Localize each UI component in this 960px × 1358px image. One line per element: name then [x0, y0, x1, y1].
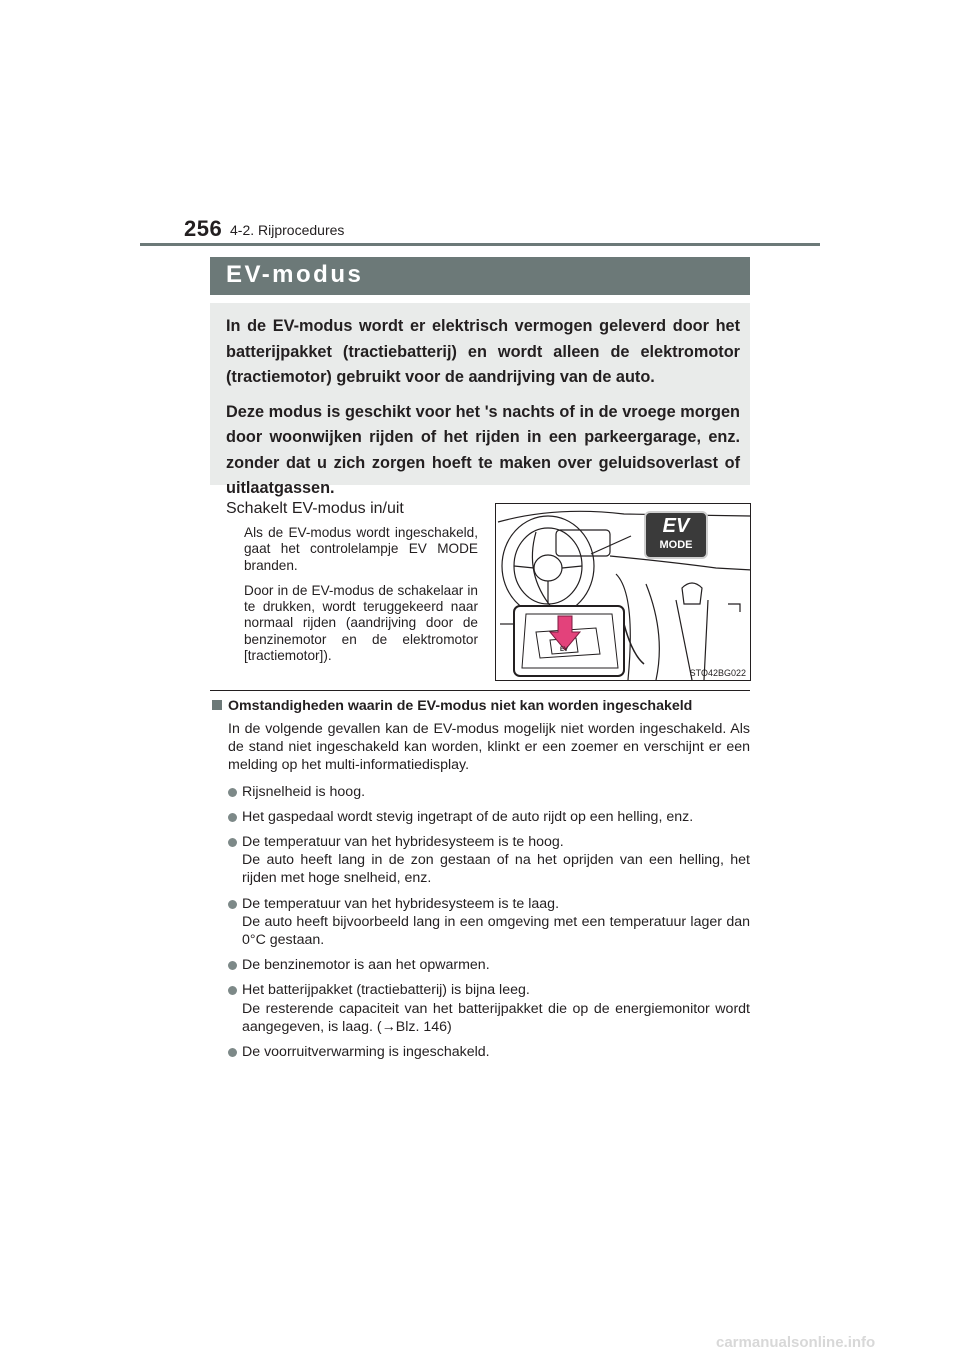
section-title: EV-modus — [226, 261, 364, 288]
illustration-code: STO42BG022 — [689, 668, 746, 678]
ev-badge-label: EV — [662, 515, 690, 537]
intro-paragraph-1: In de EV-modus wordt er elektrisch vermogen geleverd door het batterijpakket (tractiebatterij) en wordt alleen de elektromotor (tractiemotor) gebruikt voor de aandrijving van de auto. — [226, 317, 740, 386]
switch-paragraph-2: Door in de EV-modus de schakelaar in te drukken, wordt teruggekeerd naar normaal rijden (aandrijving door de benzinemotor en de elektromotor [tractiemotor]). — [244, 582, 478, 664]
list-item — [228, 956, 750, 974]
list-item-text: De benzinemotor is aan het opwarmen. — [242, 957, 490, 974]
watermark: carmanualsonline.info — [716, 1334, 876, 1351]
dashboard-illustration — [495, 503, 751, 681]
intro-box — [210, 303, 750, 497]
round-bullet-icon — [228, 813, 237, 822]
round-bullet-icon — [228, 986, 237, 995]
ev-mode-indicator-icon — [644, 511, 708, 559]
header-rule — [140, 243, 820, 246]
list-item — [228, 1043, 750, 1061]
list-item — [228, 981, 750, 1036]
conditions-list — [228, 783, 750, 1062]
list-item — [228, 808, 750, 826]
round-bullet-icon — [228, 1048, 237, 1057]
list-item-detail: De resterende capaciteit van het batterijpakket die op de energiemonitor wordt aangegeven, is laag. (→Blz. 146) — [242, 1000, 750, 1035]
section-divider — [210, 690, 750, 691]
switch-paragraph-1: Als de EV-modus wordt ingeschakeld, gaat het controlelampje EV MODE branden. — [244, 525, 478, 573]
list-item-text: De voorruitverwarming is ingeschakeld. — [242, 1044, 490, 1061]
mode-badge-label: MODE — [659, 539, 693, 551]
conditions-lead: In de volgende gevallen kan de EV-modus mogelijk niet worden ingeschakeld. Als de stand niet ingeschakeld kan worden, klinkt er een zoemer en verschijnt er een melding op het multi-informatiedisplay. — [228, 721, 750, 774]
list-item-text: Het gaspedaal wordt stevig ingetrapt of de auto rijdt op een helling, enz. — [242, 808, 694, 825]
list-item-text: Het batterijpakket (tractiebatterij) is bijna leeg. — [242, 982, 530, 999]
round-bullet-icon — [228, 961, 237, 970]
conditions-heading-text: Omstandigheden waarin de EV-modus niet kan worden ingeschakeld — [228, 698, 693, 714]
round-bullet-icon — [228, 900, 237, 909]
list-item-detail: De auto heeft lang in de zon gestaan of na het oprijden van een helling, het rijden met hoge snelheid, enz. — [242, 852, 750, 887]
list-item-text: Rijsnelheid is hoog. — [242, 783, 366, 800]
list-item — [228, 833, 750, 888]
conditions-heading — [212, 698, 692, 714]
section-title-band — [210, 257, 750, 295]
intro-paragraph-2: Deze modus is geschikt voor het 's nachts of in de vroege morgen door woonwijken rijden of het rijden in een parkeergarage, enz. zonder dat u zich zorgen hoeft te maken over geluidsoverlast of uitlaatgassen. — [226, 402, 740, 497]
round-bullet-icon — [228, 838, 237, 847]
switch-description — [244, 525, 478, 673]
square-bullet-icon — [212, 700, 222, 710]
list-item-text: De temperatuur van het hybridesysteem is te laag. — [242, 895, 560, 912]
breadcrumb: 4-2. Rijprocedures — [230, 222, 345, 238]
list-item-text: De temperatuur van het hybridesysteem is te hoog. — [242, 834, 564, 851]
list-item — [228, 783, 750, 801]
page-number: 256 — [184, 216, 223, 241]
list-item — [228, 895, 750, 950]
list-item-detail: De auto heeft bijvoorbeeld lang in een omgeving met een temperatuur lager dan 0°C gestaan. — [242, 913, 750, 949]
round-bullet-icon — [228, 788, 237, 797]
conditions-content — [228, 720, 750, 1068]
ev-button-label: EV — [560, 647, 569, 653]
dashboard-drawing — [496, 504, 751, 681]
switch-heading: Schakelt EV-modus in/uit — [226, 500, 404, 517]
